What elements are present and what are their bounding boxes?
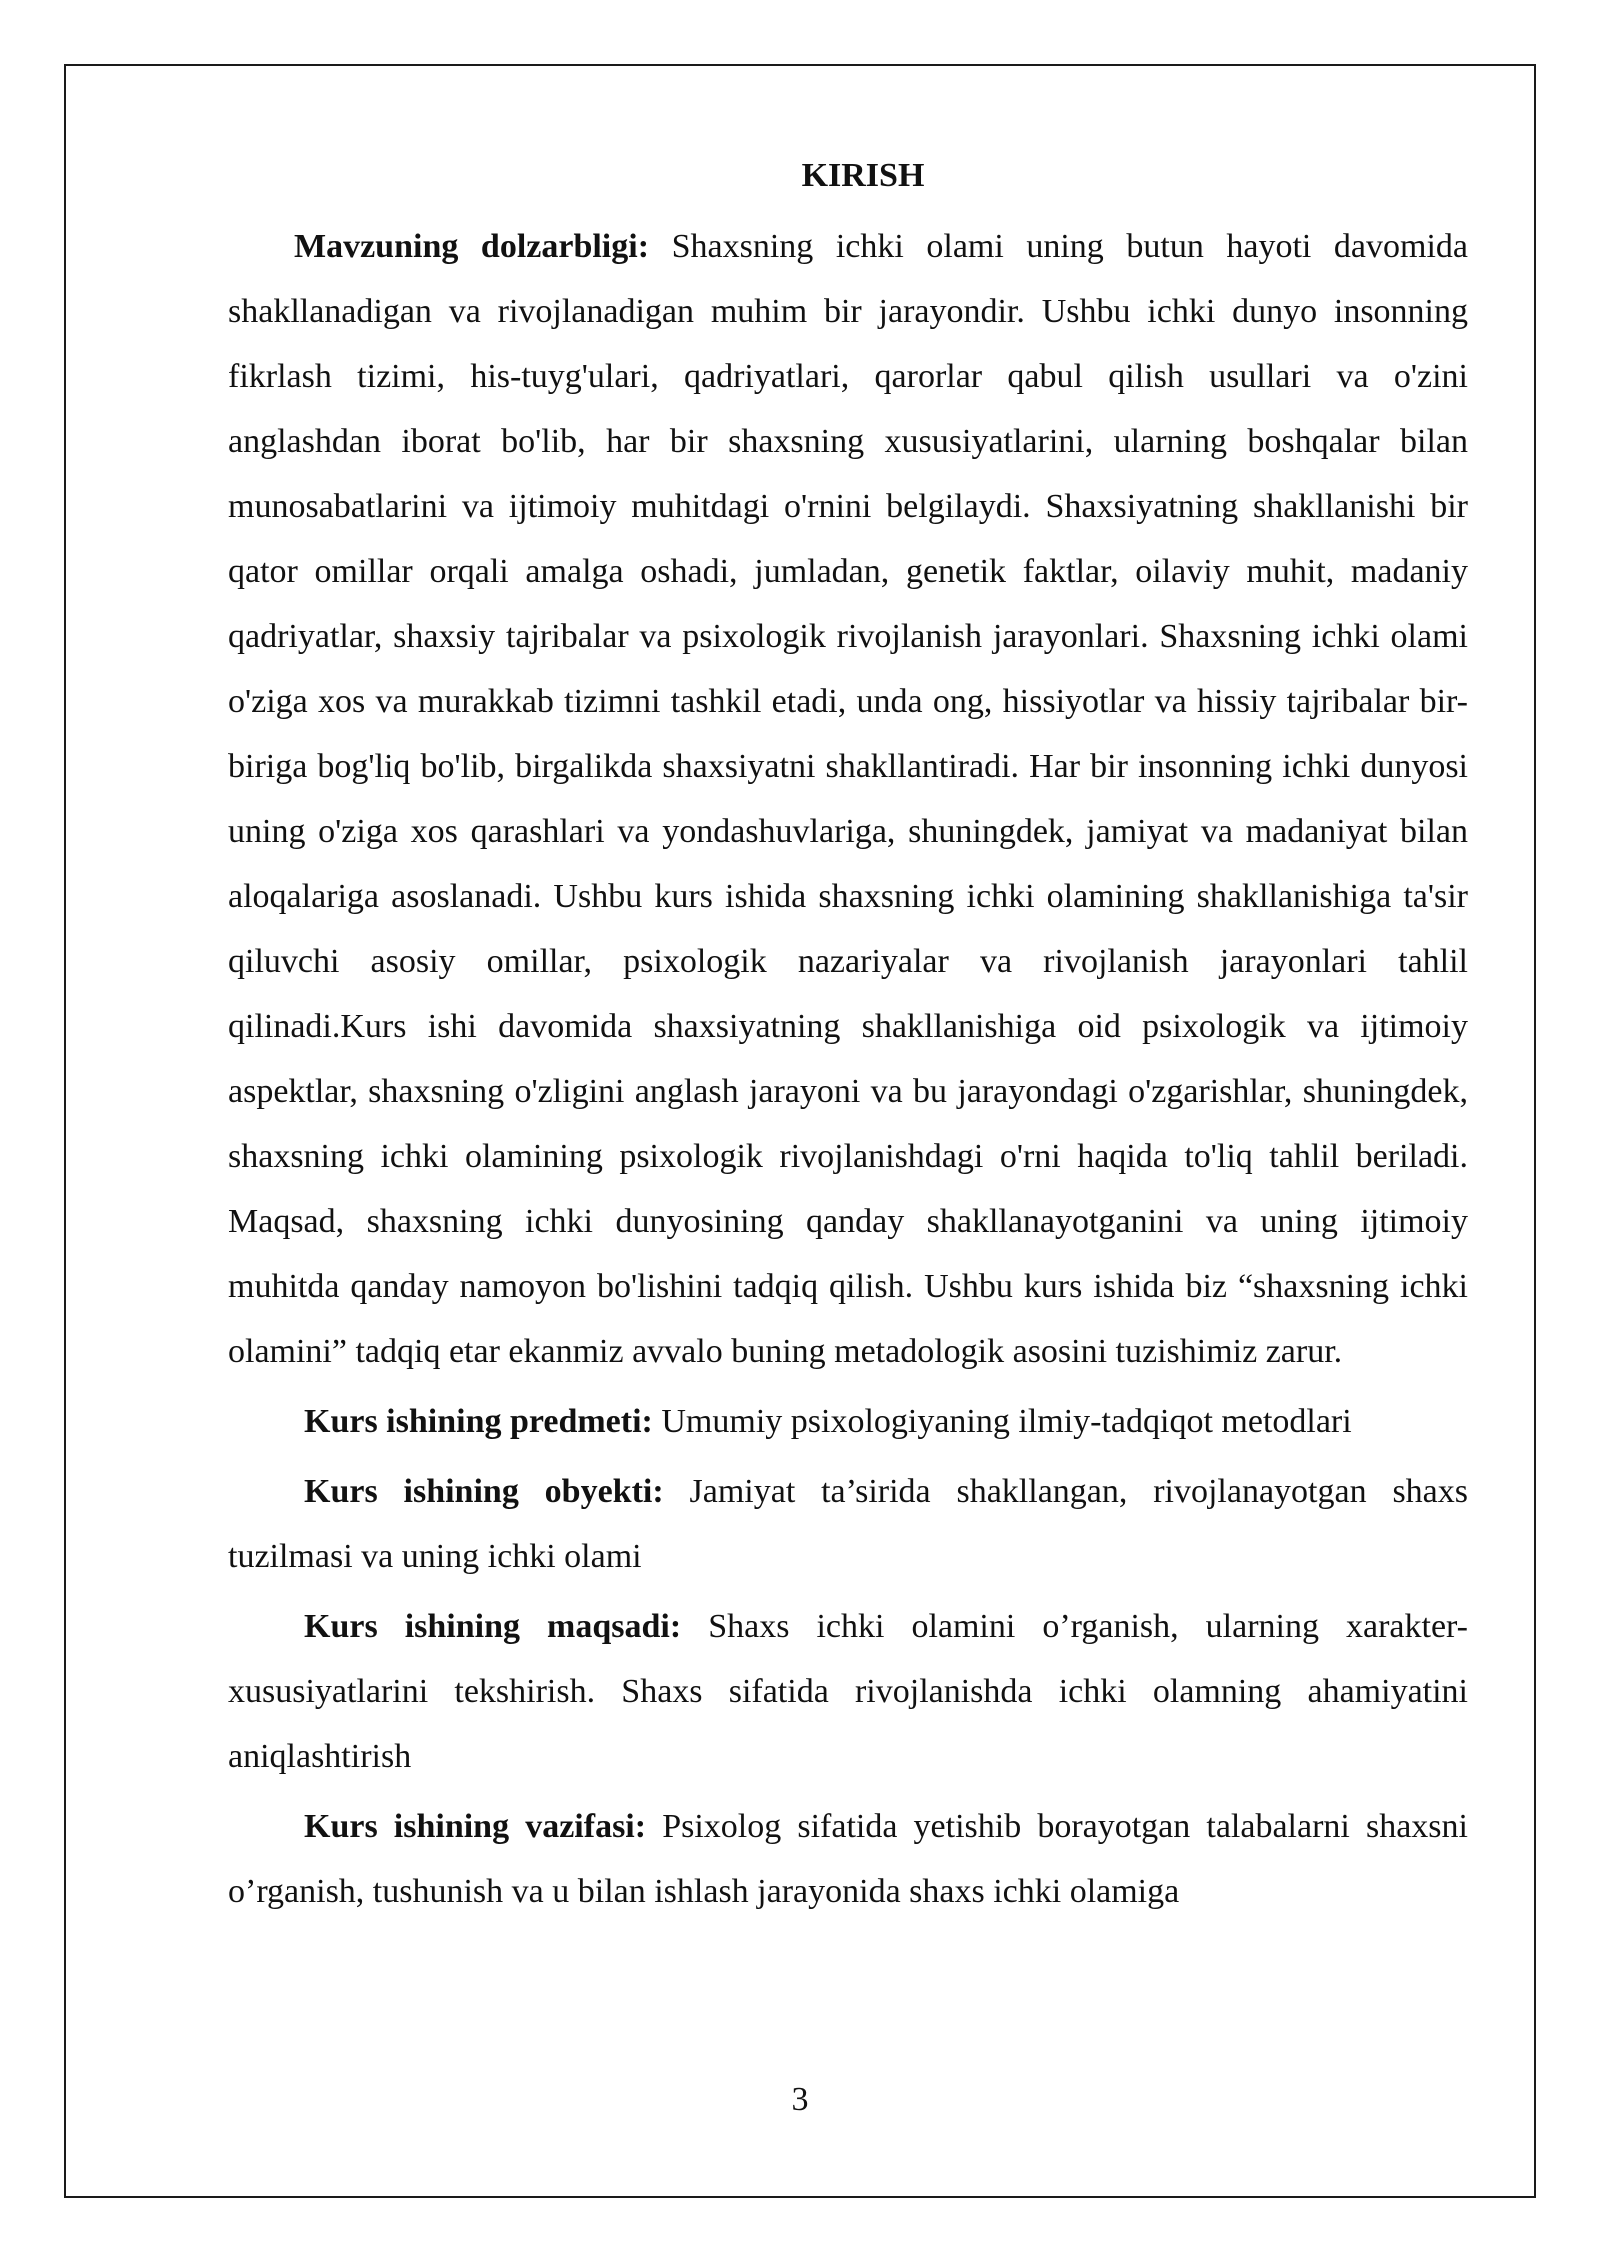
paragraph-goal xyxy=(228,1594,1468,1789)
paragraph-text: Umumiy psixologiyaning ilmiy-tadqiqot metodlari xyxy=(652,1403,1352,1440)
paragraph-label: Kurs ishining obyekti: xyxy=(304,1473,664,1510)
paragraph-text: Shaxs ichki olamini o’rganish, ularning xarakter-xususiyatlarini tekshirish. Shaxs sifatida rivojlanishda ichki olamning ahamiyatini aniqlashtirish xyxy=(228,1608,1469,1775)
paragraph-label: Kurs ishining predmeti: xyxy=(304,1403,653,1440)
paragraph-subject xyxy=(228,1389,1468,1454)
paragraph-text: Jamiyat ta’sirida shakllangan, rivojlanayotgan shaxs tuzilmasi va uning ichki olami xyxy=(228,1473,1468,1575)
paragraph-label: Kurs ishining maqsadi: xyxy=(304,1608,682,1645)
document-body xyxy=(228,146,1468,1929)
paragraph-text: Psixolog sifatida yetishib borayotgan talabalarni shaxsni o’rganish, tushunish va u bilan ishlash jarayonida shaxs ichki olamiga xyxy=(228,1808,1468,1910)
paragraph-label: Mavzuning dolzarbligi: xyxy=(294,228,650,265)
paragraph-relevance xyxy=(228,214,1468,1384)
paragraph-task xyxy=(228,1794,1468,1924)
paragraph-object xyxy=(228,1459,1468,1589)
paragraph-text: Shaxsning ichki olami uning butun hayoti davomida shakllanadigan va rivojlanadigan muhim bir jarayondir. Ushbu ichki dunyo insonning fikrlash tizimi, his-tuyg'ulari, qadriyatlari, qarorlar qabul qilish usullari va o'zini anglashdan iborat bo'lib, har bir shaxsning xususiyatlarini, ularning boshqalar bilan munosabatlarini va ijtimoiy muhitdagi o'rnini belgilaydi. Shaxsiyatning shakllanishi bir qator omillar orqali amalga oshadi, jumladan, genetik faktlar, oilaviy muhit, madaniy qadriyatlar, shaxsiy tajribalar va psixologik rivojlanish jarayonlari. Shaxsning ichki olami o'ziga xos va murakkab tizimni tashkil etadi, unda ong, hissiyotlar va hissiy tajribalar bir-biriga bog'liq bo'lib, birgalikda shaxsiyatni shakllantiradi. Har bir insonning ichki dunyosi uning o'ziga xos qarashlari va yondashuvlariga, shuningdek, jamiyat va madaniyat bilan aloqalariga asoslanadi. Ushbu kurs ishida shaxsning ichki olamining shakllanishiga ta'sir qiluvchi asosiy omillar, psixologik nazariyalar va rivojlanish jarayonlari tahlil qilinadi.Kurs ishi davomida shaxsiyatning shakllanishiga oid psixologik va ijtimoiy aspektlar, shaxsning o'zligini anglash jarayoni va bu jarayondagi o'zgarishlar, shuningdek, shaxsning ichki olamining psixologik rivojlanishdagi o'rni haqida to'liq tahlil beriladi. Maqsad, shaxsning ichki dunyosining qanday shakllanayotganini va uning ijtimoiy muhitda qanday namoyon bo'lishini tadqiq qilish. Ushbu kurs ishida biz “shaxsning ichki olamini” tadqiq etar ekanmiz avvalo buning metadologik asosini tuzishimiz zarur. xyxy=(228,228,1468,1370)
paragraph-label: Kurs ishining vazifasi: xyxy=(304,1808,647,1845)
page-number: 3 xyxy=(791,2081,809,2118)
section-heading: KIRISH xyxy=(801,157,925,194)
